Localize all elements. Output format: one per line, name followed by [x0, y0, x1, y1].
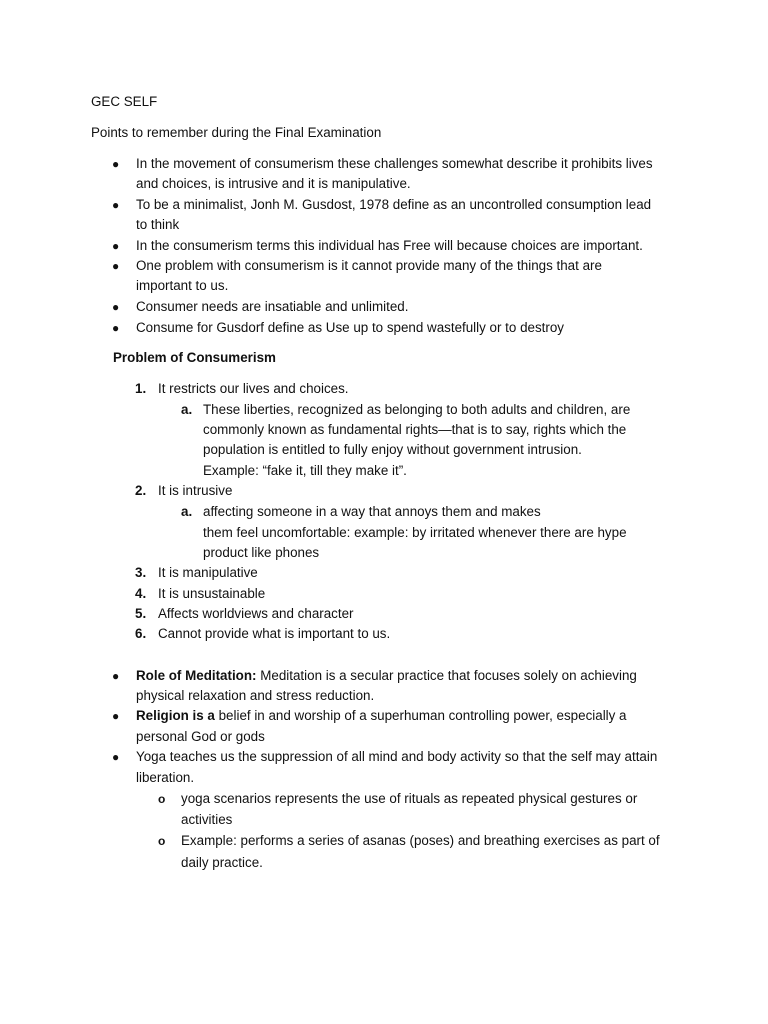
list-number: 1. — [135, 381, 147, 396]
list-item: important to us. — [136, 278, 229, 293]
term-meditation: Role of Meditation: — [136, 668, 257, 683]
list-item: daily practice. — [181, 855, 263, 870]
section-heading: Problem of Consumerism — [113, 350, 276, 365]
list-item: commonly known as fundamental rights—that is to say, rights which the — [203, 422, 627, 437]
list-item: Affects worldviews and character — [158, 606, 354, 621]
bullet-marker: ● — [112, 259, 120, 273]
list-number: 5. — [135, 606, 147, 621]
bullet-marker: ● — [112, 300, 120, 314]
list-item: physical relaxation and stress reduction. — [136, 688, 375, 703]
bullet-marker: ● — [112, 198, 120, 212]
doc-title: GEC SELF — [91, 94, 158, 109]
list-item: It is unsustainable — [158, 586, 266, 601]
list-item: Consume for Gusdorf define as Use up to spend wastefully or to destroy — [136, 320, 564, 335]
list-number: 4. — [135, 586, 147, 601]
list-item: activities — [181, 812, 233, 827]
list-number: 2. — [135, 483, 147, 498]
list-item: liberation. — [136, 770, 195, 785]
list-letter: a. — [181, 504, 193, 519]
list-item: It is intrusive — [158, 483, 233, 498]
list-item: In the consumerism terms this individual has Free will because choices are important. — [136, 238, 643, 253]
list-item: One problem with consumerism is it cannot provide many of the things that are — [136, 258, 602, 273]
list-item: product like phones — [203, 545, 320, 560]
list-item: Cannot provide what is important to us. — [158, 626, 391, 641]
sub-bullet-marker: o — [158, 834, 166, 848]
list-number: 6. — [135, 626, 147, 641]
definition-text: belief in and worship of a superhuman controlling power, especially a — [214, 708, 627, 723]
bullet-marker: ● — [112, 709, 120, 723]
list-item: It restricts our lives and choices. — [158, 381, 349, 396]
list-item: and choices, is intrusive and it is manipulative. — [136, 176, 411, 191]
definition-text: Meditation is a secular practice that focuses solely on achieving — [256, 668, 637, 683]
list-item — [136, 706, 627, 726]
bullet-marker: ● — [112, 239, 120, 253]
doc-subtitle: Points to remember during the Final Examination — [91, 125, 382, 140]
list-item: personal God or gods — [136, 729, 265, 744]
bullet-marker: ● — [112, 157, 120, 171]
list-item — [136, 666, 637, 686]
list-item: them feel uncomfortable: example: by irritated whenever there are hype — [203, 525, 627, 540]
list-letter: a. — [181, 402, 193, 417]
bullet-marker: ● — [112, 750, 120, 764]
list-item: to think — [136, 217, 180, 232]
list-item: It is manipulative — [158, 565, 258, 580]
list-item: yoga scenarios represents the use of rituals as repeated physical gestures or — [181, 791, 638, 806]
list-item: Yoga teaches us the suppression of all mind and body activity so that the self may attain — [136, 749, 658, 764]
list-item: In the movement of consumerism these challenges somewhat describe it prohibits lives — [136, 156, 653, 171]
bullet-marker: ● — [112, 321, 120, 335]
term-religion: Religion is a — [136, 708, 215, 723]
list-number: 3. — [135, 565, 147, 580]
list-item: affecting someone in a way that annoys them and makes — [203, 504, 541, 519]
list-item: Example: performs a series of asanas (poses) and breathing exercises as part of — [181, 833, 660, 848]
list-item: To be a minimalist, Jonh M. Gusdost, 1978 define as an uncontrolled consumption lead — [136, 197, 652, 212]
sub-bullet-marker: o — [158, 792, 166, 806]
list-item: Consumer needs are insatiable and unlimited. — [136, 299, 409, 314]
bullet-marker: ● — [112, 669, 120, 683]
list-item: Example: “fake it, till they make it”. — [203, 463, 407, 478]
list-item: population is entitled to fully enjoy without government intrusion. — [203, 442, 582, 457]
list-item: These liberties, recognized as belonging to both adults and children, are — [203, 402, 631, 417]
